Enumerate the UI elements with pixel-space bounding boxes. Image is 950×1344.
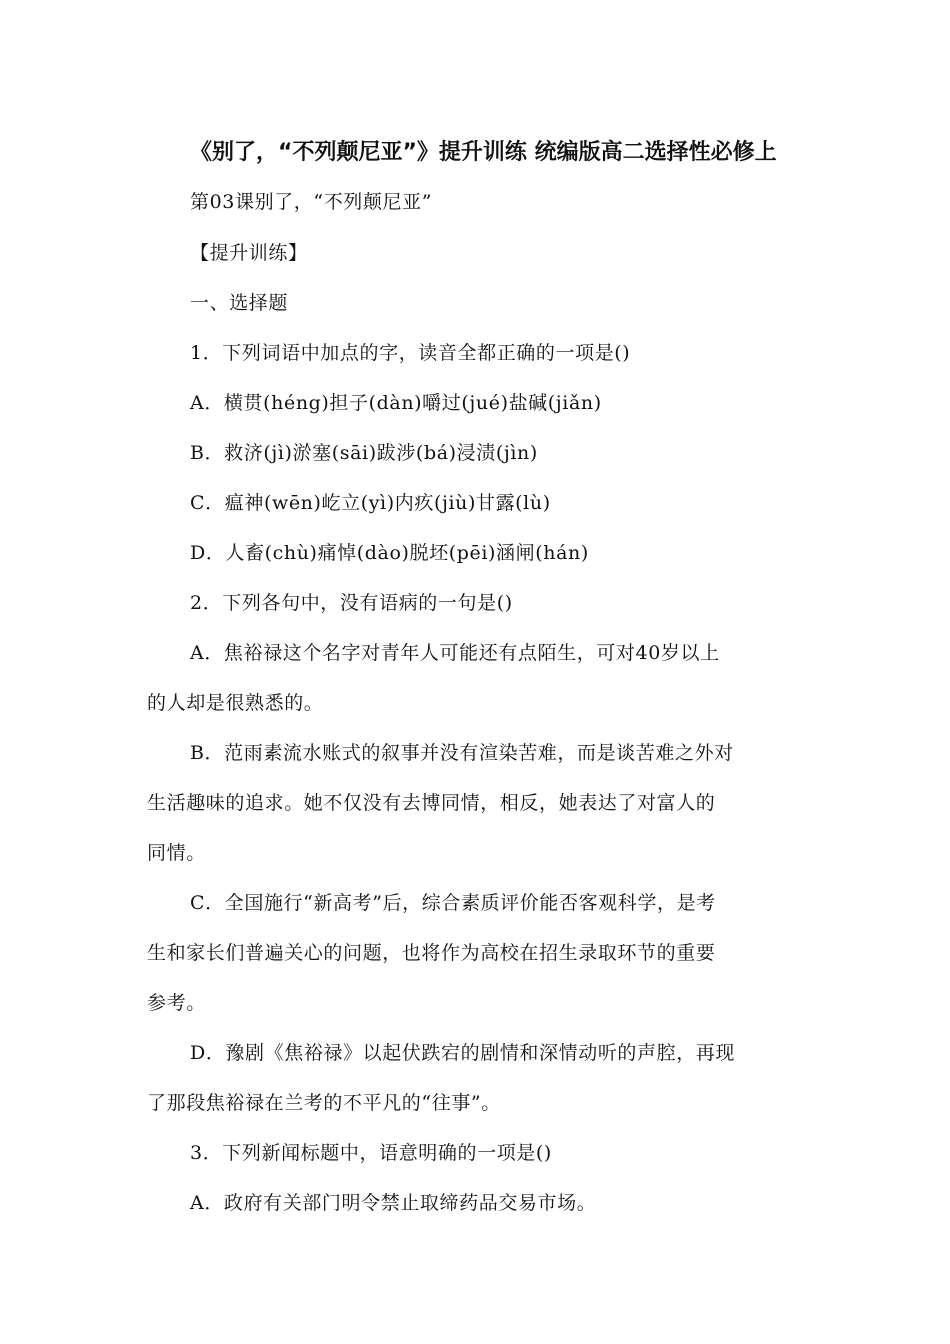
question-1-stem: 1．下列词语中加点的字，读音全都正确的一项是() [190, 342, 631, 364]
question-2-option-d-line-1: D．豫剧《焦裕禄》以起伏跌宕的剧情和深情动听的声腔，再现 [190, 1042, 736, 1064]
question-2-option-b-line-3: 同情。 [147, 842, 206, 864]
question-2-option-d-line-2: 了那段焦裕禄在兰考的不平凡的“往事”。 [147, 1092, 501, 1114]
question-1-option-a: A．横贯(héng)担子(dàn)嚼过(jué)盐碱(jiǎn) [190, 392, 602, 414]
part-heading: 一、选择题 [190, 292, 289, 314]
question-1-option-c: C．瘟神(wēn)屹立(yì)内疚(jiù)甘露(lù) [190, 492, 551, 514]
question-2-stem: 2．下列各句中，没有语病的一句是() [190, 592, 513, 614]
question-3-stem: 3．下列新闻标题中，语意明确的一项是() [190, 1142, 552, 1164]
lesson-title: 第03课别了，“不列颠尼亚” [190, 191, 433, 213]
document-title: 《别了，“不列颠尼亚”》提升训练 统编版高二选择性必修上 [190, 140, 777, 165]
question-2-option-c-line-3: 参考。 [147, 992, 206, 1014]
question-3-option-a: A．政府有关部门明令禁止取缔药品交易市场。 [190, 1192, 597, 1214]
question-2-option-c-line-2: 生和家长们普遍关心的问题，也将作为高校在招生录取环节的重要 [147, 942, 716, 964]
question-2-option-b-line-1: B．范雨素流水账式的叙事并没有渲染苦难，而是谈苦难之外对 [190, 742, 734, 764]
question-1-option-b: B．救济(jì)淤塞(sāi)跋涉(bá)浸渍(jìn) [190, 442, 538, 464]
question-2-option-b-line-2: 生活趣味的追求。她不仅没有去博同情，相反，她表达了对富人的 [147, 792, 716, 814]
section-heading: 【提升训练】 [190, 242, 308, 264]
question-2-option-a-line-1: A．焦裕禄这个名字对青年人可能还有点陌生，可对40岁以上 [190, 642, 720, 664]
question-2-option-c-line-1: C．全国施行“新高考”后，综合素质评价能否客观科学，是考 [190, 892, 716, 914]
question-2-option-a-line-2: 的人却是很熟悉的。 [147, 692, 324, 714]
question-1-option-d: D．人畜(chù)痛悼(dào)脱坯(pēi)涵闸(hán) [190, 542, 589, 564]
